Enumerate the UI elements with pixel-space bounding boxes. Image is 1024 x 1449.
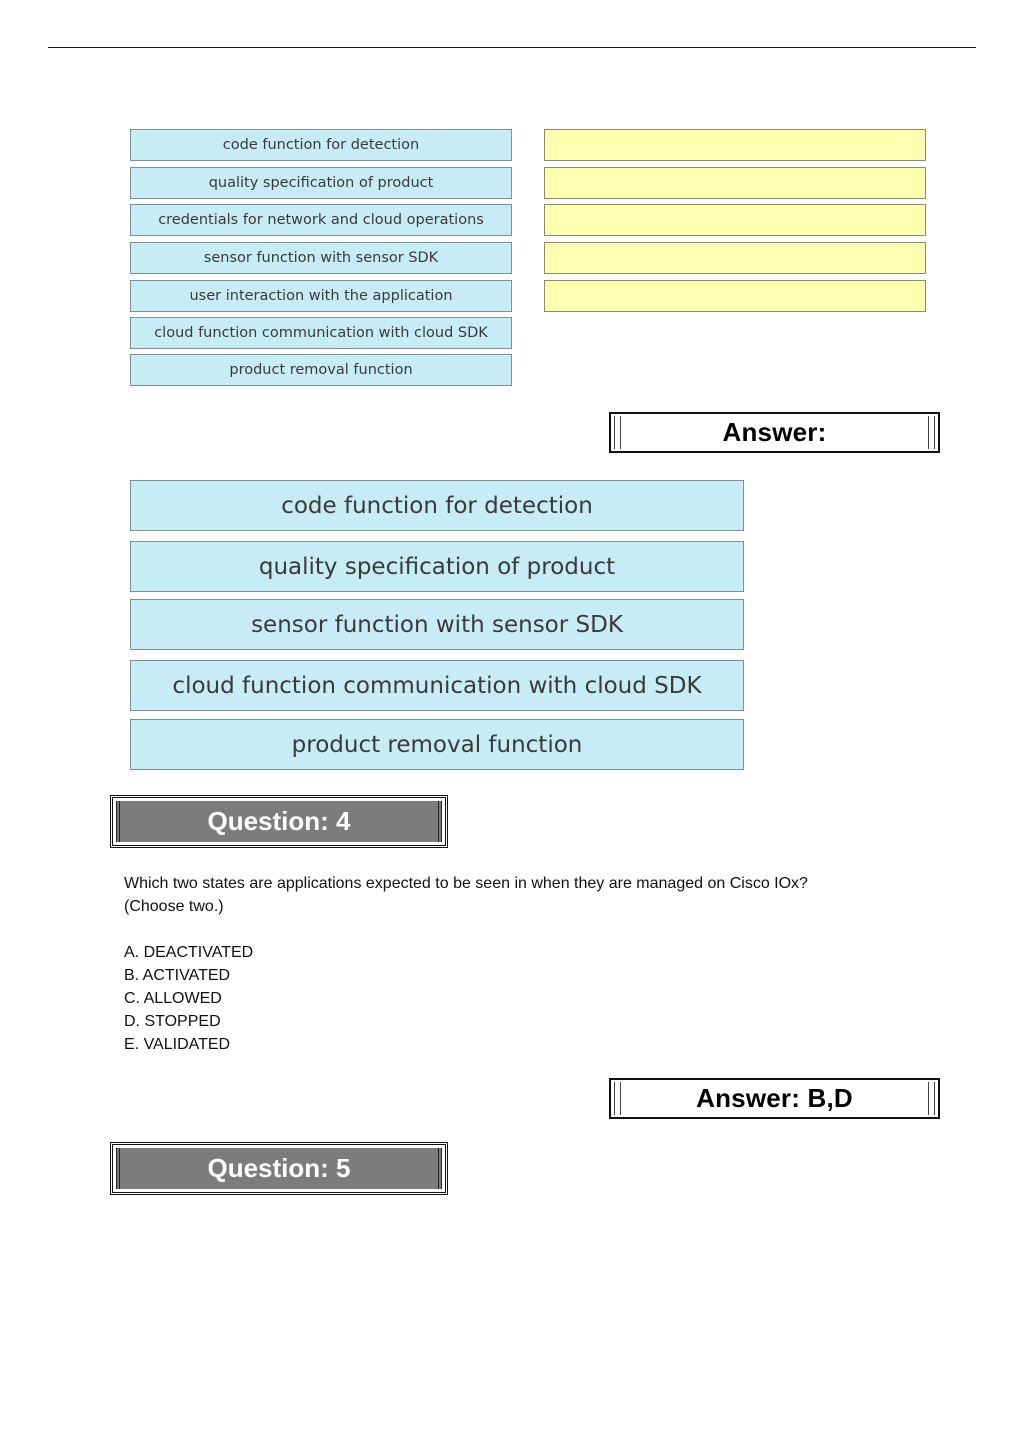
- question-4-header: [110, 795, 448, 848]
- answer-box: [609, 1078, 940, 1119]
- answer-item: code function for detection: [130, 480, 744, 531]
- target-slot[interactable]: [544, 204, 926, 236]
- source-item[interactable]: quality specification of product: [130, 167, 512, 199]
- source-item[interactable]: cloud function communication with cloud SDK: [130, 317, 512, 349]
- target-slot[interactable]: [544, 129, 926, 161]
- question-5-header: [110, 1142, 448, 1195]
- source-item[interactable]: sensor function with sensor SDK: [130, 242, 512, 274]
- answer-item: product removal function: [130, 719, 744, 770]
- answer-box: [609, 412, 940, 453]
- answer-item: quality specification of product: [130, 541, 744, 592]
- source-item[interactable]: code function for detection: [130, 129, 512, 161]
- question-4-text: [124, 872, 904, 918]
- answer-item: sensor function with sensor SDK: [130, 599, 744, 650]
- option-a: A. DEACTIVATED: [124, 944, 254, 961]
- top-rule: [48, 47, 976, 48]
- question-4-options: [124, 941, 253, 1056]
- question-text-line: Which two states are applications expected to be seen in when they are managed on Cisco IOx?: [124, 875, 808, 892]
- source-item[interactable]: credentials for network and cloud operations: [130, 204, 512, 236]
- option-c: C. ALLOWED: [124, 990, 222, 1007]
- target-slot[interactable]: [544, 242, 926, 274]
- source-item[interactable]: user interaction with the application: [130, 280, 512, 312]
- target-slot[interactable]: [544, 167, 926, 199]
- question-4-title: Question: 4: [116, 801, 442, 842]
- question-5-title: Question: 5: [116, 1148, 442, 1189]
- answer-label: Answer: B,D: [696, 1083, 853, 1113]
- target-slot[interactable]: [544, 280, 926, 312]
- answer-item: cloud function communication with cloud SDK: [130, 660, 744, 711]
- option-b: B. ACTIVATED: [124, 967, 231, 984]
- answer-label: Answer:: [722, 417, 827, 447]
- option-d: D. STOPPED: [124, 1013, 221, 1030]
- option-e: E. VALIDATED: [124, 1036, 231, 1053]
- question-text-line: (Choose two.): [124, 898, 224, 915]
- source-item[interactable]: product removal function: [130, 354, 512, 386]
